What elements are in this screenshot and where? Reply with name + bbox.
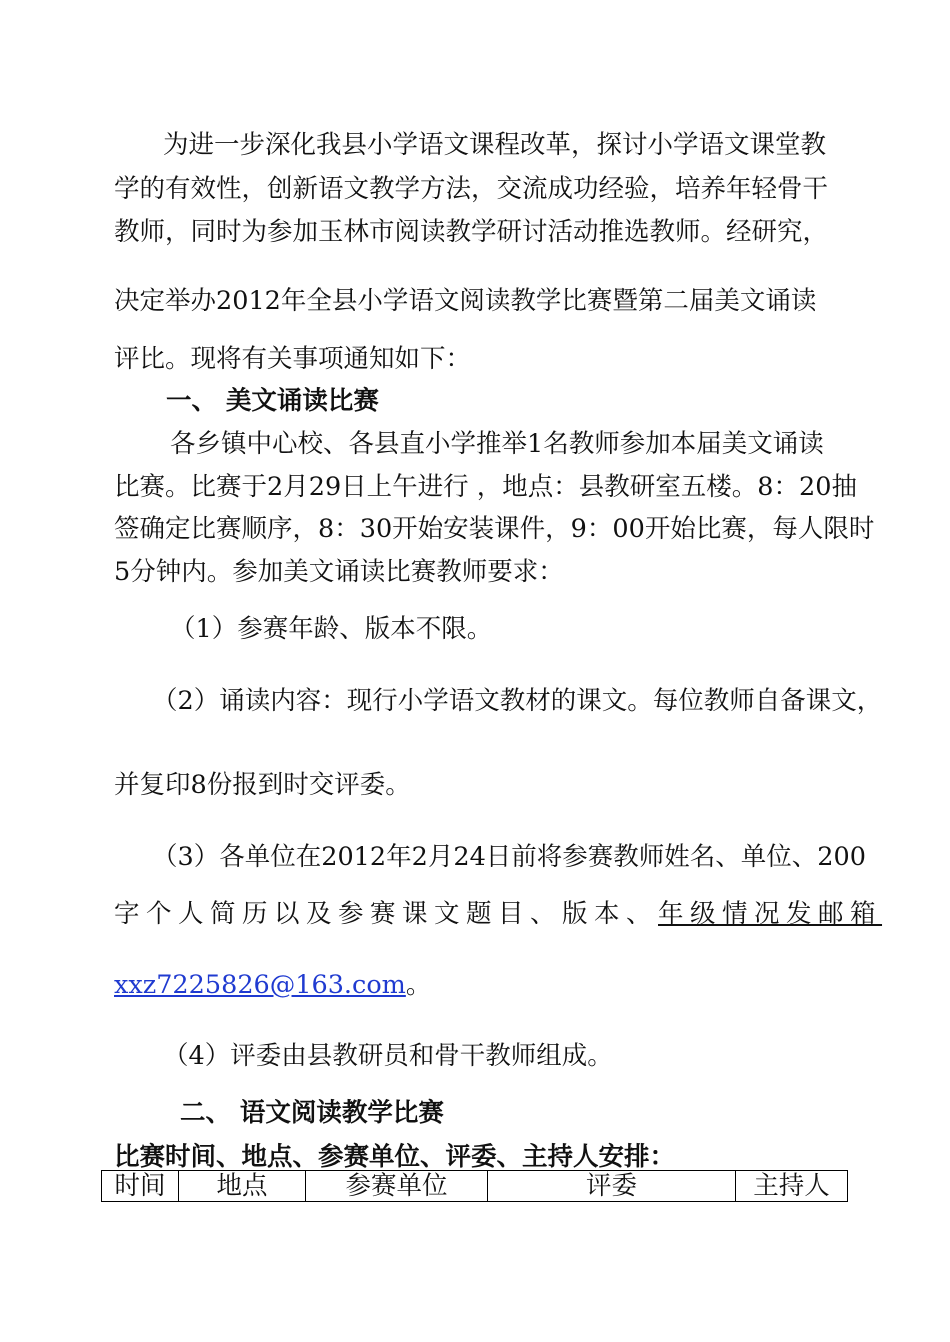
email-suffix: 。 xyxy=(405,970,432,1000)
schedule-table-header-row xyxy=(102,1171,848,1202)
intro-line-4: 决定举办2012年全县小学语文阅读教学比赛暨第二届美文诵读 xyxy=(114,286,817,316)
intro-line-1: 为进一步深化我县小学语文课程改革，探讨小学语文课堂教 xyxy=(163,130,827,160)
section1-para-line-1: 各乡镇中心校、各县直小学推举1名教师参加本届美文诵读 xyxy=(170,429,824,459)
section1-para-line-2: 比赛。比赛于2月29日上午进行 ，地点：县教研室五楼。8：20抽 xyxy=(114,472,857,502)
requirement-item-3-line-1: （3）各单位在2012年2月24日前将参赛教师姓名、单位、200 xyxy=(152,842,866,872)
requirement-item-3-underlined-text: 年级情况发邮箱 xyxy=(658,899,883,929)
requirement-item-2-line-1: （2）诵读内容：现行小学语文教材的课文。每位教师自备课文， xyxy=(152,686,883,716)
requirement-item-4: （4）评委由县教研员和骨干教师组成。 xyxy=(163,1041,613,1071)
section2-subheading: 比赛时间、地点、参赛单位、评委、主持人安排： xyxy=(114,1142,676,1172)
schedule-table xyxy=(101,1170,848,1202)
intro-line-3: 教师，同时为参加玉林市阅读教学研讨活动推选教师。经研究， xyxy=(114,217,829,247)
email-line xyxy=(114,968,431,1002)
section1-heading: 一、 美文诵读比赛 xyxy=(166,386,379,416)
section1-para-line-4: 5分钟内。参加美文诵读比赛教师要求： xyxy=(114,557,564,587)
table-header-host: 主持人 xyxy=(736,1171,848,1202)
table-header-location: 地点 xyxy=(179,1171,306,1202)
intro-line-2: 学的有效性，创新语文教学方法，交流成功经验，培养年轻骨干 xyxy=(114,174,829,204)
table-header-units: 参赛单位 xyxy=(306,1171,488,1202)
intro-line-5: 评比。现将有关事项通知如下： xyxy=(114,344,472,374)
section1-para-line-3: 签确定比赛顺序，8：30开始安装课件，9：00开始比赛，每人限时 xyxy=(114,514,875,544)
requirement-item-3-text: 字个人简历以及参赛课文题目、版本、 xyxy=(114,899,659,929)
requirement-item-1: （1）参赛年龄、版本不限。 xyxy=(170,614,493,644)
email-link[interactable]: xxz7225826@163.com xyxy=(114,970,406,1000)
table-header-time: 时间 xyxy=(102,1171,179,1202)
table-header-judges: 评委 xyxy=(488,1171,736,1202)
requirement-item-3-line-2 xyxy=(114,897,883,931)
section2-heading: 二、 语文阅读教学比赛 xyxy=(180,1098,444,1128)
requirement-item-2-line-2: 并复印8份报到时交评委。 xyxy=(114,770,411,800)
